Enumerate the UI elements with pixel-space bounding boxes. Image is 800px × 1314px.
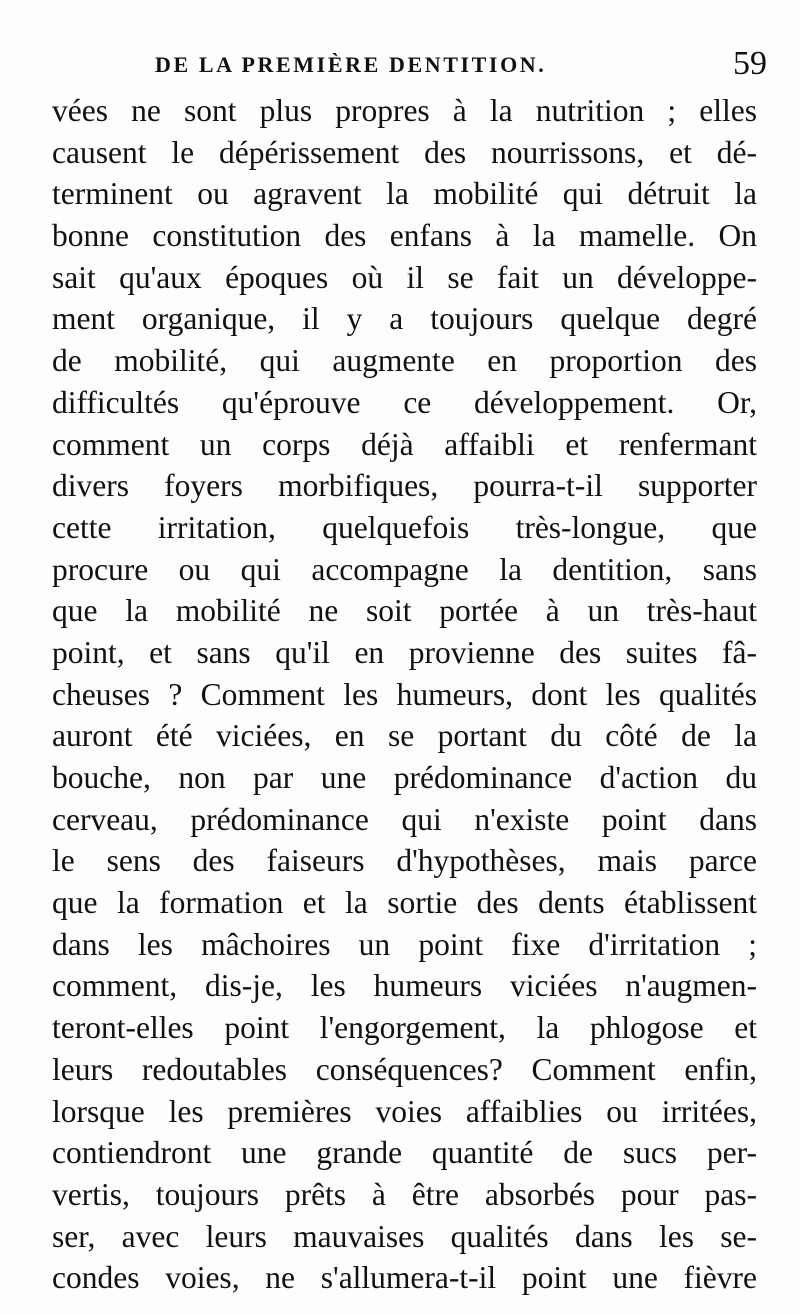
text-line: vertis, toujours prêts à être absorbés pour pas-	[52, 1176, 757, 1212]
text-line: procure ou qui accompagne la dentition, sans	[52, 551, 757, 587]
text-line: teront-elles point l'engorgement, la phlogose et	[52, 1010, 757, 1046]
text-line: de mobilité, qui augmente en proportion des	[52, 343, 757, 379]
page-header	[155, 44, 767, 84]
text-line: ser, avec leurs mauvaises qualités dans les se-	[52, 1218, 757, 1254]
text-line: contiendront une grande quantité de sucs per-	[52, 1135, 757, 1171]
text-line: bonne constitution des enfans à la mamelle. On	[52, 218, 757, 254]
text-line: que la mobilité ne soit portée à un très-haut	[52, 593, 757, 629]
page-number: 59	[733, 45, 767, 82]
text-line: dans les mâchoires un point fixe d'irritation ;	[52, 926, 757, 962]
text-line: point, et sans qu'il en provienne des suites fâ-	[52, 634, 757, 670]
text-line: difficultés qu'éprouve ce développement. Or,	[52, 384, 757, 420]
text-line: ment organique, il y a toujours quelque degré	[52, 301, 757, 337]
text-line: bouche, non par une prédominance d'action du	[52, 760, 757, 795]
text-line: lorsque les premières voies affaiblies ou irritées,	[52, 1093, 757, 1129]
text-line: le sens des faiseurs d'hypothèses, mais parce	[52, 843, 757, 879]
text-line: auront été viciées, en se portant du côté de la	[52, 718, 757, 754]
text-line: cerveau, prédominance qui n'existe point dans	[52, 801, 757, 837]
running-head: DE LA PREMIÈRE DENTITION.	[155, 52, 547, 77]
text-line: cheuses ? Comment les humeurs, dont les qualités	[52, 676, 757, 712]
text-line: causent le dépérissement des nourrissons, et dé-	[52, 134, 757, 170]
text-line: condes voies, ne s'allumera-t-il point une fièvre	[52, 1260, 757, 1296]
text-line: que la formation et la sortie des dents établissent	[52, 885, 757, 921]
text-line: comment, dis-je, les humeurs viciées n'augmen-	[52, 968, 757, 1004]
text-line: terminent ou agravent la mobilité qui détruit la	[52, 176, 757, 212]
text-line: comment un corps déjà affaibli et renfermant	[52, 426, 757, 462]
text-line: sait qu'aux époques où il se fait un développe-	[52, 259, 757, 295]
text-line: vées ne sont plus propres à la nutrition ; elles	[52, 93, 757, 128]
text-line: divers foyers morbifiques, pourra-t-il supporter	[52, 468, 757, 504]
text-line: leurs redoutables conséquences? Comment enfin,	[52, 1051, 757, 1087]
body-text	[52, 90, 757, 1299]
text-line: cette irritation, quelquefois très-longue, que	[52, 509, 757, 545]
